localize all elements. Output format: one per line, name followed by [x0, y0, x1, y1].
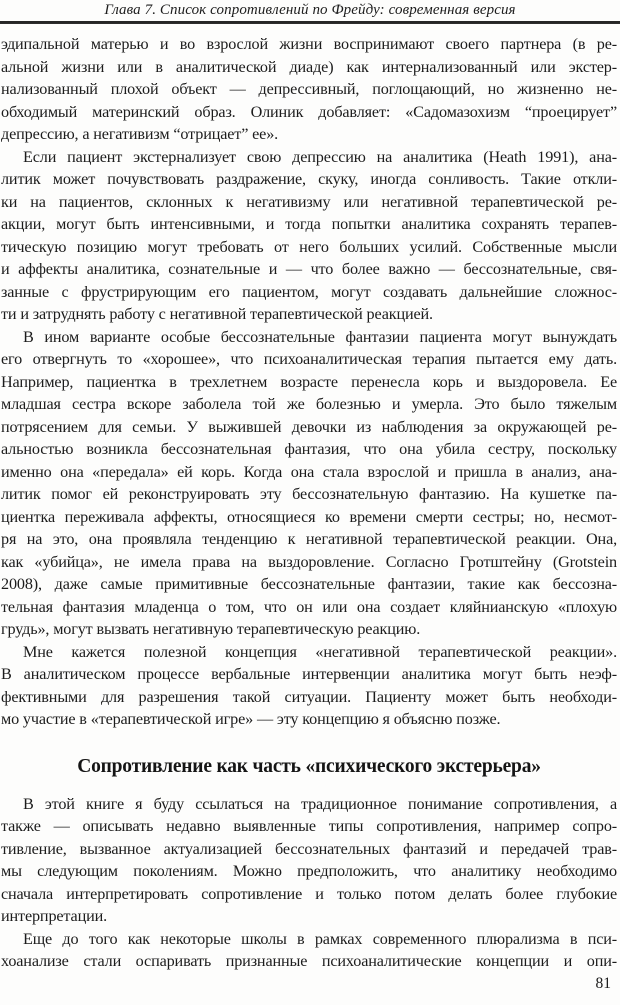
text-line: депрессию, а негативизм “отрицает” ее».: [1, 125, 279, 143]
text-line: мо участие в «терапевтической игре» — эту концепцию я объясню позже.: [1, 710, 501, 728]
text-line: как «убийца», не имела права на выздоровление. Согласно Гротштейну (Grotstein: [1, 552, 617, 571]
paragraph: [1, 33, 617, 146]
paragraph: [1, 793, 617, 928]
text-line: нализованный плохой объект — депрессивный, поглощающий, но жизненно не-: [1, 80, 617, 98]
text-line: литик помог ей реконструировать эту бессознательную фантазию. На кушетке па-: [1, 485, 617, 503]
text-line: альностью возникла бессознательная фантазия, что она убила сестру, поскольку: [1, 440, 617, 458]
text-line: и аффекты аналитика, сознательные и — что более важно — бессознательные, свя-: [1, 260, 617, 278]
text-line: акции, могут быть интенсивными, и тогда попытки аналитика сохранять терапев-: [1, 215, 617, 233]
text-line: фективными для разрешения такой ситуации. Пациенту может быть необходи-: [1, 687, 617, 706]
paragraph: [1, 146, 617, 326]
text-line: занные с фрустрирующим его пациентом, могут создавать дальнейшие сложнос-: [1, 282, 617, 301]
text-line: Еще до того как некоторые школы в рамках современного плюрализма в пси-: [23, 929, 617, 948]
text-line: тельная фантазия младенца о том, что он или она создает кляйнианскую «плохую: [1, 597, 617, 616]
text-line: ки на пациентов, склонных к негативизму или негативной терапевтической ре-: [1, 192, 617, 211]
paragraph: [1, 928, 617, 973]
text-line: хоанализе стали оспаривать признанные психоаналитические концепции и опи-: [1, 952, 617, 970]
text-line: потрясением для семьи. У выжившей девочки из наблюдения за окружающей ре-: [1, 417, 617, 436]
text-line: тивление, вызванное актуализацией бессознательных фантазий и передачей трав-: [1, 839, 617, 858]
text-line: В этой книге я буду ссылаться на традиционное понимание сопротивления, а: [23, 794, 617, 813]
text-line: тическую позицию могут требовать от него больших усилий. Собственные мысли: [1, 237, 617, 256]
text-line: сначала интерпретировать сопротивление и только потом делать более глубокие: [1, 884, 617, 903]
page-number: 81: [595, 975, 611, 992]
text-line: ти и затруднять работу с негативной терапевтической реакцией.: [1, 305, 433, 323]
text-line: интерпретации.: [1, 907, 108, 925]
text-line: альной жизни или в аналитической диаде) как интернализованный или экстер-: [1, 57, 617, 76]
running-header: Глава 7. Список сопротивлений по Фрейду: современная версия: [104, 2, 516, 18]
paragraph: [1, 641, 617, 731]
text-line: В ином варианте особые бессознательные фантазии пациента могут вынуждать: [23, 327, 617, 346]
text-line: именно она «передала» ей корь. Когда она стала взрослой и пришла в анализ, ана-: [1, 462, 617, 481]
text-line: В аналитическом процессе вербальные интервенции аналитика могут быть неэф-: [1, 665, 617, 683]
text-line: Например, пациентка в трехлетнем возрасте перенесла корь и выздоровела. Ее: [1, 372, 617, 391]
paragraph: [1, 326, 617, 641]
text-line: его отвергнуть то «хорошее», что психоаналитическая терапия пытается ему дать.: [1, 350, 617, 368]
section-heading: Сопротивление как часть «психического экстерьера»: [77, 755, 541, 777]
text-line: литик может почувствовать раздражение, скуку, иногда сонливость. Такие откли-: [1, 170, 617, 188]
text-line: Мне кажется полезной концепция «негативной терапевтической реакции».: [23, 642, 617, 661]
text-line: эдипальной матерью и во взрослой жизни воспринимают своего партнера (в ре-: [1, 35, 617, 53]
text-line: также — описывать недавно выявленные типы сопротивления, например сопро-: [1, 817, 617, 835]
text-line: мы следующим поколениям. Можно предположить, что аналитику необходимо: [1, 862, 617, 880]
text-line: младшая сестра вскоре заболела той же болезнью и умерла. Это было тяжелым: [1, 395, 617, 413]
text-line: 2008), даже самые примитивные бессознательные фантазии, такие как бессозна-: [1, 575, 617, 593]
text-line: грудь», могут вызвать негативную терапевтическую реакцию.: [1, 620, 421, 638]
text-line: ря на это, она проявляла тенденцию к негативной терапевтической реакции. Она,: [1, 530, 617, 548]
text-line: обходимый материнский образ. Олиник добавляет: «Садомазохизм “проецирует”: [1, 102, 617, 121]
text-line: Если пациент экстернализует свою депрессию на аналитика (Heath 1991), ана-: [23, 147, 617, 166]
text-line: циентка переживала аффекты, относящиеся ко времени смерти сестры; но, несмот-: [1, 507, 617, 526]
page-body: [0, 24, 620, 973]
